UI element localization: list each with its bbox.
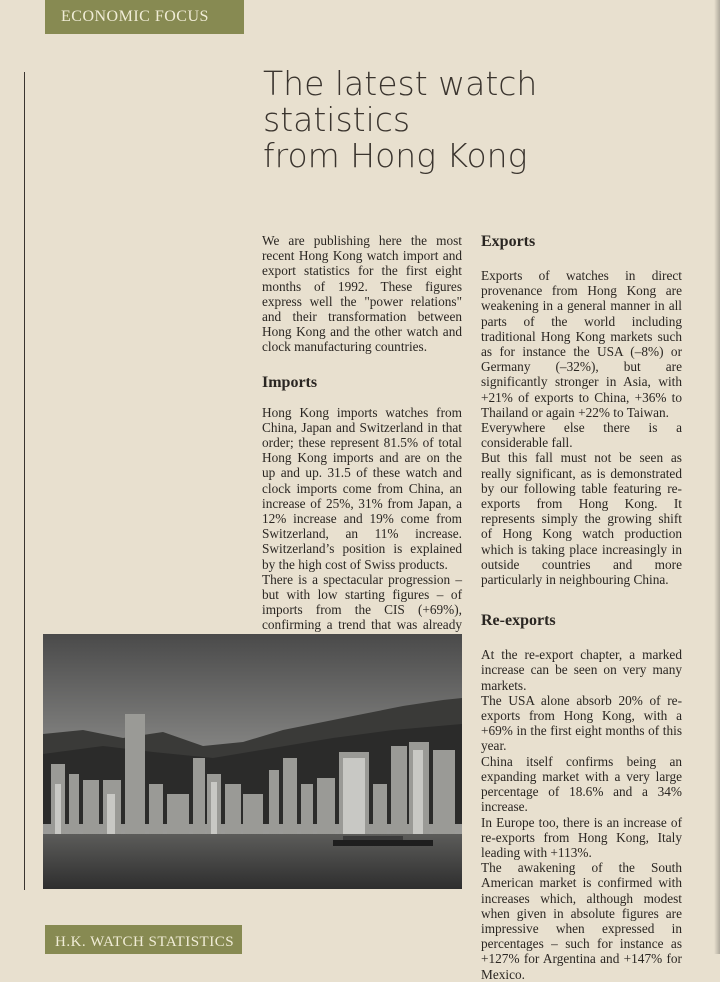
exports-paragraph-3: But this fall must not be seen as really significant, as is demonstrated by our following table featuring re-exports from Hong Kong. It represents simply the growing shift of Hong Kong watch production which is taking place increasingly in outside countries and more particularly in neighbouring China. [481,450,682,588]
section-footer-band: H.K. WATCH STATISTICS [45,925,242,954]
exports-heading: Exports [481,233,536,250]
imports-paragraph-1: Hong Kong imports watches from China, Japan and Switzerland in that order; these represent 81.5% of total Hong Kong imports and are on the up and up. 31.5 of these watch and clock imports come from China, an increase of 25%, 31% from Japan, a 12% increase and 19% come from Switzerland, an 11% increase. Switzerland’s position is explained by the high cost of Swiss products. [262,404,462,572]
right-text-column [481,233,682,982]
reexports-paragraph-4: In Europe too, there is an increase of re-exports from Hong Kong, Italy leading with +113%. [481,814,682,860]
hong-kong-skyline-photo [43,634,462,889]
imports-heading: Imports [262,373,318,391]
imports-paragraph-2: There is a spectacular progression – but with low starting figures – of imports from the CIS (+69%), confirming a trend that was already [262,571,462,633]
reexports-paragraph-5: The awakening of the South American market is confirmed with increases which, although modest when given in absolute figures are impressive when expressed in percentages – such for instance as +127% for Argentina and +147% for Mexico. [481,860,682,982]
left-text-column [262,233,462,648]
reexports-paragraph-3: China itself confirms being an expanding market with a very large percentage of 18.6% and a 34% increase. [481,753,682,815]
title-line-2: from Hong Kong [263,136,528,175]
reexports-paragraph-2: The USA alone absorb 20% of re-exports from Hong Kong, with a +69% in the first eight months of this year. [481,692,682,754]
left-margin-rule [24,72,25,890]
exports-paragraph-2: Everywhere else there is a considerable fall. [481,420,682,451]
article-title [263,66,693,174]
reexports-paragraph-1: At the re-export chapter, a marked increase can be seen on very many markets. [481,647,682,693]
page-edge-shadow [714,0,720,954]
exports-paragraph-1: Exports of watches in direct provenance from Hong Kong are weakening in a general manner in all parts of the world including traditional Hong Kong markets such as for instance the USA (–8%) or Germany (–32%), but are significantly stronger in Asia, with +21% of exports to China, +36% to Thailand or again +22% to Taiwan. [481,268,682,420]
title-line-1: The latest watch statistics [263,64,538,139]
intro-paragraph: We are publishing here the most recent Hong Kong watch import and export statistics for the first eight months of 1992. These figures express well the "power relations" and their transformation between Hong Kong and the other watch and clock manufacturing countries. [262,233,462,355]
section-header-band: ECONOMIC FOCUS [45,0,244,34]
reexports-heading: Re-exports [481,612,556,630]
